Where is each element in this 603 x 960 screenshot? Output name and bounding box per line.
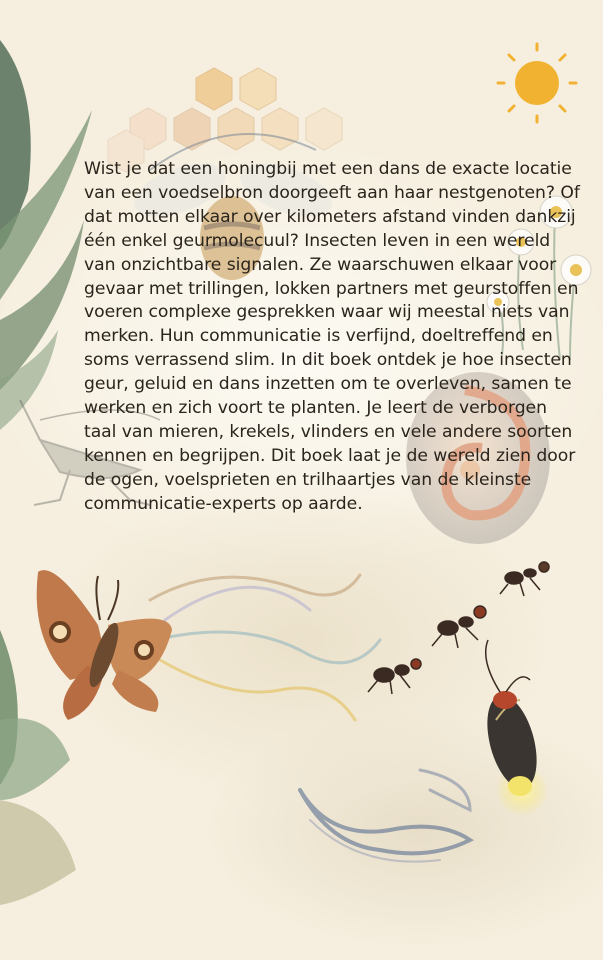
sun-icon — [498, 44, 576, 122]
ant-1 — [368, 659, 421, 694]
honeycomb — [108, 68, 342, 172]
sound-swirl — [300, 770, 470, 862]
ant-3 — [500, 562, 549, 596]
ant-2 — [432, 606, 486, 648]
scent-trails — [150, 575, 380, 720]
moth — [37, 570, 172, 720]
back-cover-blurb: Wist je dat een honingbij met een dans de exacte locatie van een voedselbron doorgeeft aan haar nestgenoten? Of dat motten elkaar over kilometers afstand vinden dankzij één enkel geurmolecuul? Insecten leven in een wereld van onzichtbare signalen. Ze waarschuwen elkaar voor gevaar met trillingen, lokken partners met geurstoffen en voeren complexe gesprekken waar wij meestal niets van merken. Hun communicatie is verfijnd, doeltreffend en soms verrassend slim. In dit boek ontdek je hoe insecten geur, geluid en dans inzetten om te overleven, samen te werken en zich voort te planten. Je leert de verborgen taal van mieren, krekels, vlinders en vele andere soorten kennen en begrijpen. Dit boek laat je de wereld zien door de ogen, voelsprieten en trilhaartjes van de kleinste communicatie-experts op aarde. — [84, 159, 580, 514]
ants — [368, 562, 549, 694]
firefly — [478, 640, 548, 816]
